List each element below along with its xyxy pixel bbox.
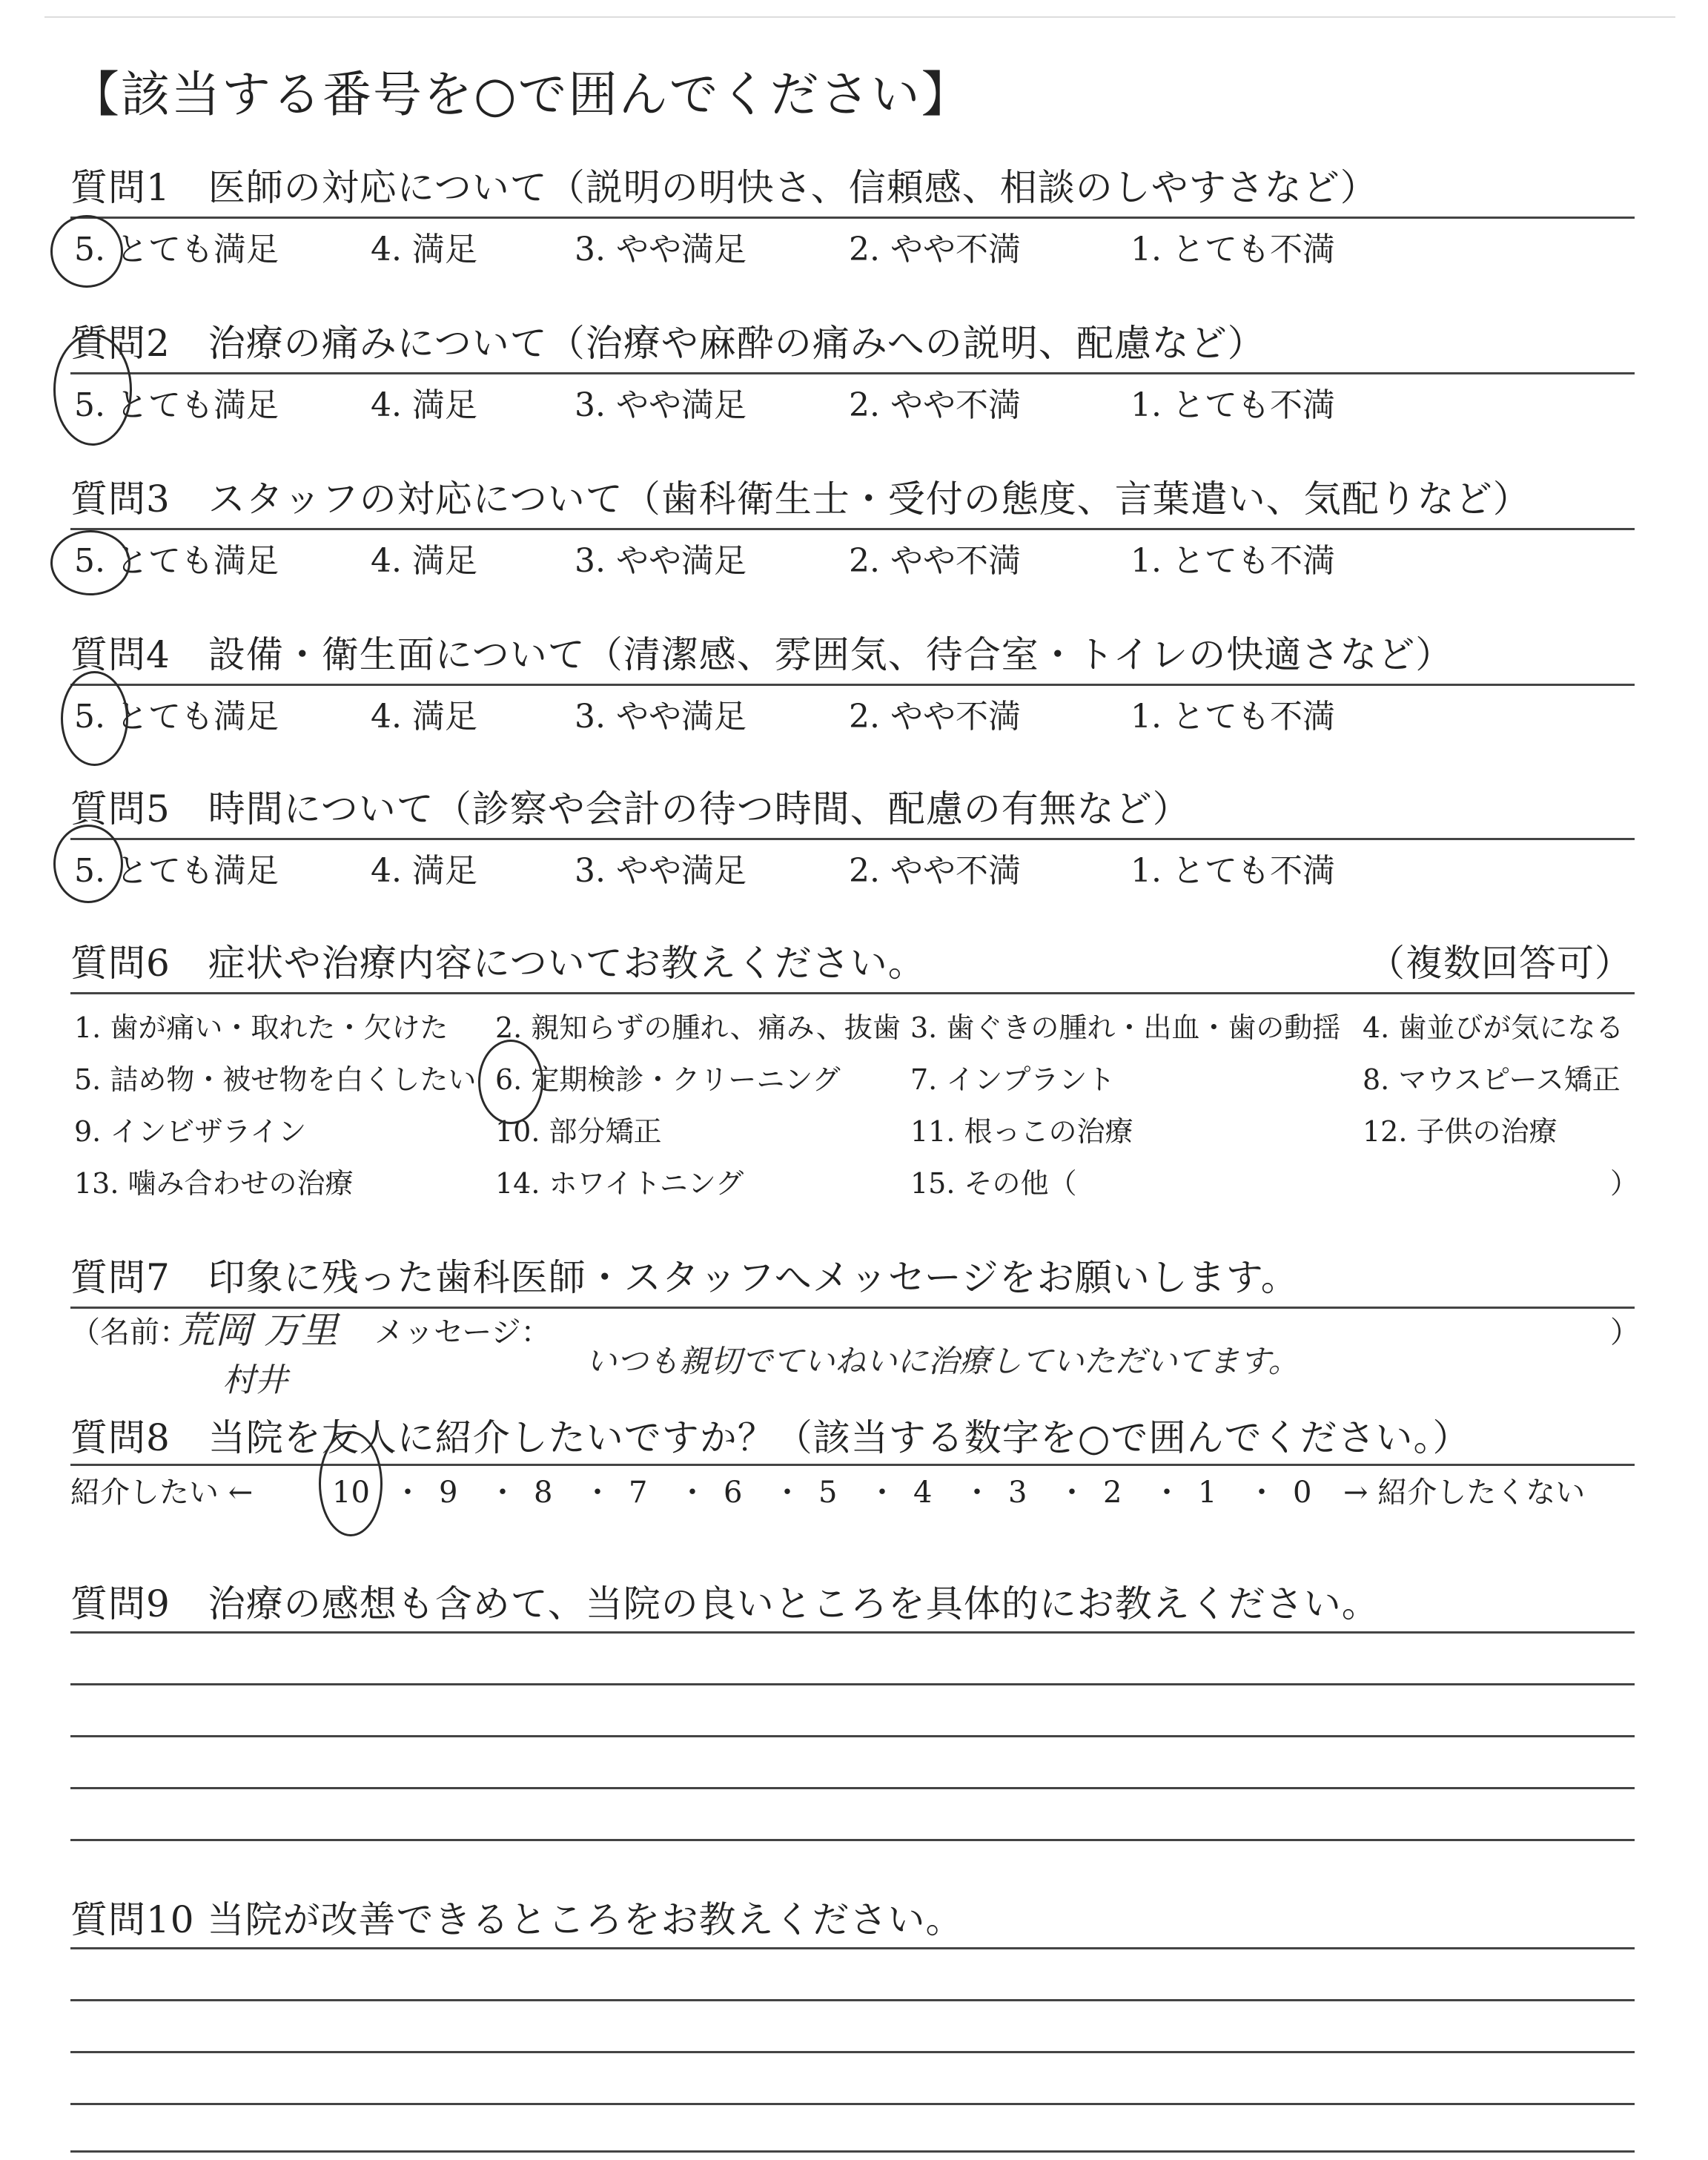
page-title: 【該当する番号を○で囲んでください】	[70, 66, 972, 123]
question-1-label: 質問1 医師の対応について（説明の明快さ、信頼感、相談のしやすさなど）	[70, 166, 1378, 209]
q9-answer-line-2[interactable]	[70, 1683, 1635, 1685]
q10-answer-line-4[interactable]	[70, 2103, 1635, 2105]
q7-handwritten-message: いつも親切でていねいに治療していただいてます。	[586, 1343, 1300, 1379]
q4-option-5[interactable]: 5. とても満足	[74, 698, 279, 736]
question-2-label: 質問2 治療の痛みについて（治療や麻酔の痛みへの説明、配慮など）	[70, 322, 1265, 365]
q2-option-3[interactable]: 3. やや満足	[575, 386, 747, 424]
q3-option-5[interactable]: 5. とても満足	[74, 542, 279, 580]
q8-scale-7[interactable]: 7	[629, 1476, 648, 1510]
question-3-label: 質問3 スタッフの対応について（歯科衛生士・受付の態度、言葉遣い、気配りなど）	[70, 478, 1531, 521]
q6-other-close-paren: ）	[1610, 1167, 1639, 1200]
q6-item-4[interactable]: 4. 歯並びが気になる	[1363, 1011, 1624, 1044]
q8-separator: ・	[772, 1476, 802, 1510]
question-4-rule	[70, 684, 1635, 686]
question-3-rule	[70, 528, 1635, 530]
q6-item-11[interactable]: 11. 根っこの治療	[910, 1115, 1133, 1148]
q8-scale-4[interactable]: 4	[913, 1476, 933, 1510]
q8-right-label: → 紹介したくない	[1343, 1476, 1586, 1510]
q10-answer-line-1[interactable]	[70, 1947, 1635, 1949]
question-5-rule	[70, 838, 1635, 840]
question-8-rule	[70, 1464, 1635, 1466]
question-10-label: 質問10 当院が改善できるところをお教えください。	[70, 1898, 964, 1941]
q8-scale-2[interactable]: 2	[1103, 1476, 1122, 1510]
question-4-label: 質問4 設備・衛生面について（清潔感、雰囲気、待合室・トイレの快適さなど）	[70, 633, 1454, 676]
q6-item-1[interactable]: 1. 歯が痛い・取れた・欠けた	[74, 1011, 448, 1044]
q1-option-2[interactable]: 2. やや不満	[849, 231, 1021, 268]
q5-option-2[interactable]: 2. やや不満	[849, 852, 1021, 890]
scan-edge	[44, 16, 1675, 18]
q1-option-1[interactable]: 1. とても不満	[1131, 231, 1335, 268]
q3-option-3[interactable]: 3. やや満足	[575, 542, 747, 580]
q2-option-4[interactable]: 4. 満足	[371, 386, 477, 424]
q4-selection-circle	[61, 671, 128, 766]
q7-handwritten-name-1: 荒岡 万里	[178, 1309, 338, 1352]
q6-item-9[interactable]: 9. インビザライン	[74, 1115, 307, 1148]
q9-answer-line-1[interactable]	[70, 1631, 1635, 1634]
question-8-label: 質問8 当院を友人に紹介したいですか？（該当する数字を○で囲んでください。）	[70, 1416, 1471, 1459]
q8-separator: ・	[867, 1476, 897, 1510]
q9-answer-line-4[interactable]	[70, 1787, 1635, 1789]
q7-handwritten-name-2: 村井	[222, 1361, 288, 1399]
q6-item-5[interactable]: 5. 詰め物・被せ物を白くしたい	[74, 1063, 477, 1096]
q1-option-5[interactable]: 5. とても満足	[74, 231, 279, 268]
q2-option-5[interactable]: 5. とても満足	[74, 386, 279, 424]
q4-option-4[interactable]: 4. 満足	[371, 698, 477, 736]
question-9-label: 質問9 治療の感想も含めて、当院の良いところを具体的にお教えください。	[70, 1582, 1380, 1625]
q8-separator: ・	[393, 1476, 423, 1510]
q5-option-1[interactable]: 1. とても不満	[1131, 852, 1335, 890]
q3-option-1[interactable]: 1. とても不満	[1131, 542, 1335, 580]
q8-selection-circle	[319, 1431, 383, 1536]
question-6-rule	[70, 992, 1635, 994]
q6-item-7[interactable]: 7. インプラント	[910, 1063, 1116, 1096]
question-5-label: 質問5 時間について（診察や会計の待つ時間、配慮の有無など）	[70, 787, 1191, 830]
q10-answer-line-5[interactable]	[70, 2150, 1635, 2153]
q3-option-2[interactable]: 2. やや不満	[849, 542, 1021, 580]
q8-separator: ・	[1057, 1476, 1087, 1510]
q8-scale-6[interactable]: 6	[724, 1476, 743, 1510]
question-2-rule	[70, 372, 1635, 374]
q1-selection-circle	[50, 215, 123, 288]
q8-scale-1[interactable]: 1	[1198, 1476, 1217, 1510]
question-7-label: 質問7 印象に残った歯科医師・スタッフへメッセージをお願いします。	[70, 1256, 1299, 1299]
q10-answer-line-2[interactable]	[70, 1999, 1635, 2001]
question-1-rule	[70, 217, 1635, 219]
q1-option-4[interactable]: 4. 満足	[371, 231, 477, 268]
q7-message-label: メッセージ：	[374, 1315, 551, 1350]
q2-selection-circle	[53, 334, 132, 446]
q6-item-8[interactable]: 8. マウスピース矯正	[1363, 1063, 1621, 1096]
q8-separator: ・	[962, 1476, 992, 1510]
q8-scale-8[interactable]: 8	[534, 1476, 553, 1510]
q1-option-3[interactable]: 3. やや満足	[575, 231, 747, 268]
q7-name-label: （名前：	[70, 1315, 189, 1350]
q6-item-10[interactable]: 10. 部分矯正	[495, 1115, 662, 1148]
q4-option-2[interactable]: 2. やや不満	[849, 698, 1021, 736]
q9-answer-line-5[interactable]	[70, 1839, 1635, 1841]
q8-separator: ・	[488, 1476, 517, 1510]
q3-selection-circle	[50, 530, 130, 595]
q6-item-14[interactable]: 14. ホワイトニング	[495, 1167, 744, 1200]
q4-option-3[interactable]: 3. やや満足	[575, 698, 747, 736]
q6-selection-circle	[478, 1040, 543, 1124]
q8-separator: ・	[1247, 1476, 1277, 1510]
q8-scale-9[interactable]: 9	[439, 1476, 458, 1510]
q8-left-label: 紹介したい ←	[70, 1476, 254, 1510]
q8-scale-0[interactable]: 0	[1293, 1476, 1312, 1510]
q8-scale-3[interactable]: 3	[1008, 1476, 1027, 1510]
q2-option-2[interactable]: 2. やや不満	[849, 386, 1021, 424]
q5-selection-circle	[53, 825, 123, 903]
q8-scale-10[interactable]: 10	[332, 1476, 370, 1510]
question-6-note: （複数回答可）	[1368, 942, 1632, 985]
q4-option-1[interactable]: 1. とても不満	[1131, 698, 1335, 736]
q5-option-4[interactable]: 4. 満足	[371, 852, 477, 890]
q6-item-13[interactable]: 13. 噛み合わせの治療	[74, 1167, 354, 1200]
q8-separator: ・	[1152, 1476, 1182, 1510]
q10-answer-line-3[interactable]	[70, 2051, 1635, 2053]
q6-item-6[interactable]: 6. 定期検診・クリーニング	[495, 1063, 841, 1096]
question-6-label: 質問6 症状や治療内容についてお教えください。	[70, 942, 926, 985]
q2-option-1[interactable]: 1. とても不満	[1131, 386, 1335, 424]
q8-separator: ・	[678, 1476, 707, 1510]
q6-item-12[interactable]: 12. 子供の治療	[1363, 1115, 1558, 1148]
q6-item-15[interactable]: 15. その他（	[910, 1167, 1077, 1200]
q3-option-4[interactable]: 4. 満足	[371, 542, 477, 580]
q6-item-3[interactable]: 3. 歯ぐきの腫れ・出血・歯の動揺	[910, 1011, 1341, 1044]
q8-scale-5[interactable]: 5	[818, 1476, 838, 1510]
q9-answer-line-3[interactable]	[70, 1735, 1635, 1737]
q6-item-2[interactable]: 2. 親知らずの腫れ、痛み、抜歯	[495, 1011, 901, 1044]
q5-option-5[interactable]: 5. とても満足	[74, 852, 279, 890]
q7-close-paren: ）	[1610, 1315, 1640, 1350]
q8-separator: ・	[583, 1476, 612, 1510]
q5-option-3[interactable]: 3. やや満足	[575, 852, 747, 890]
